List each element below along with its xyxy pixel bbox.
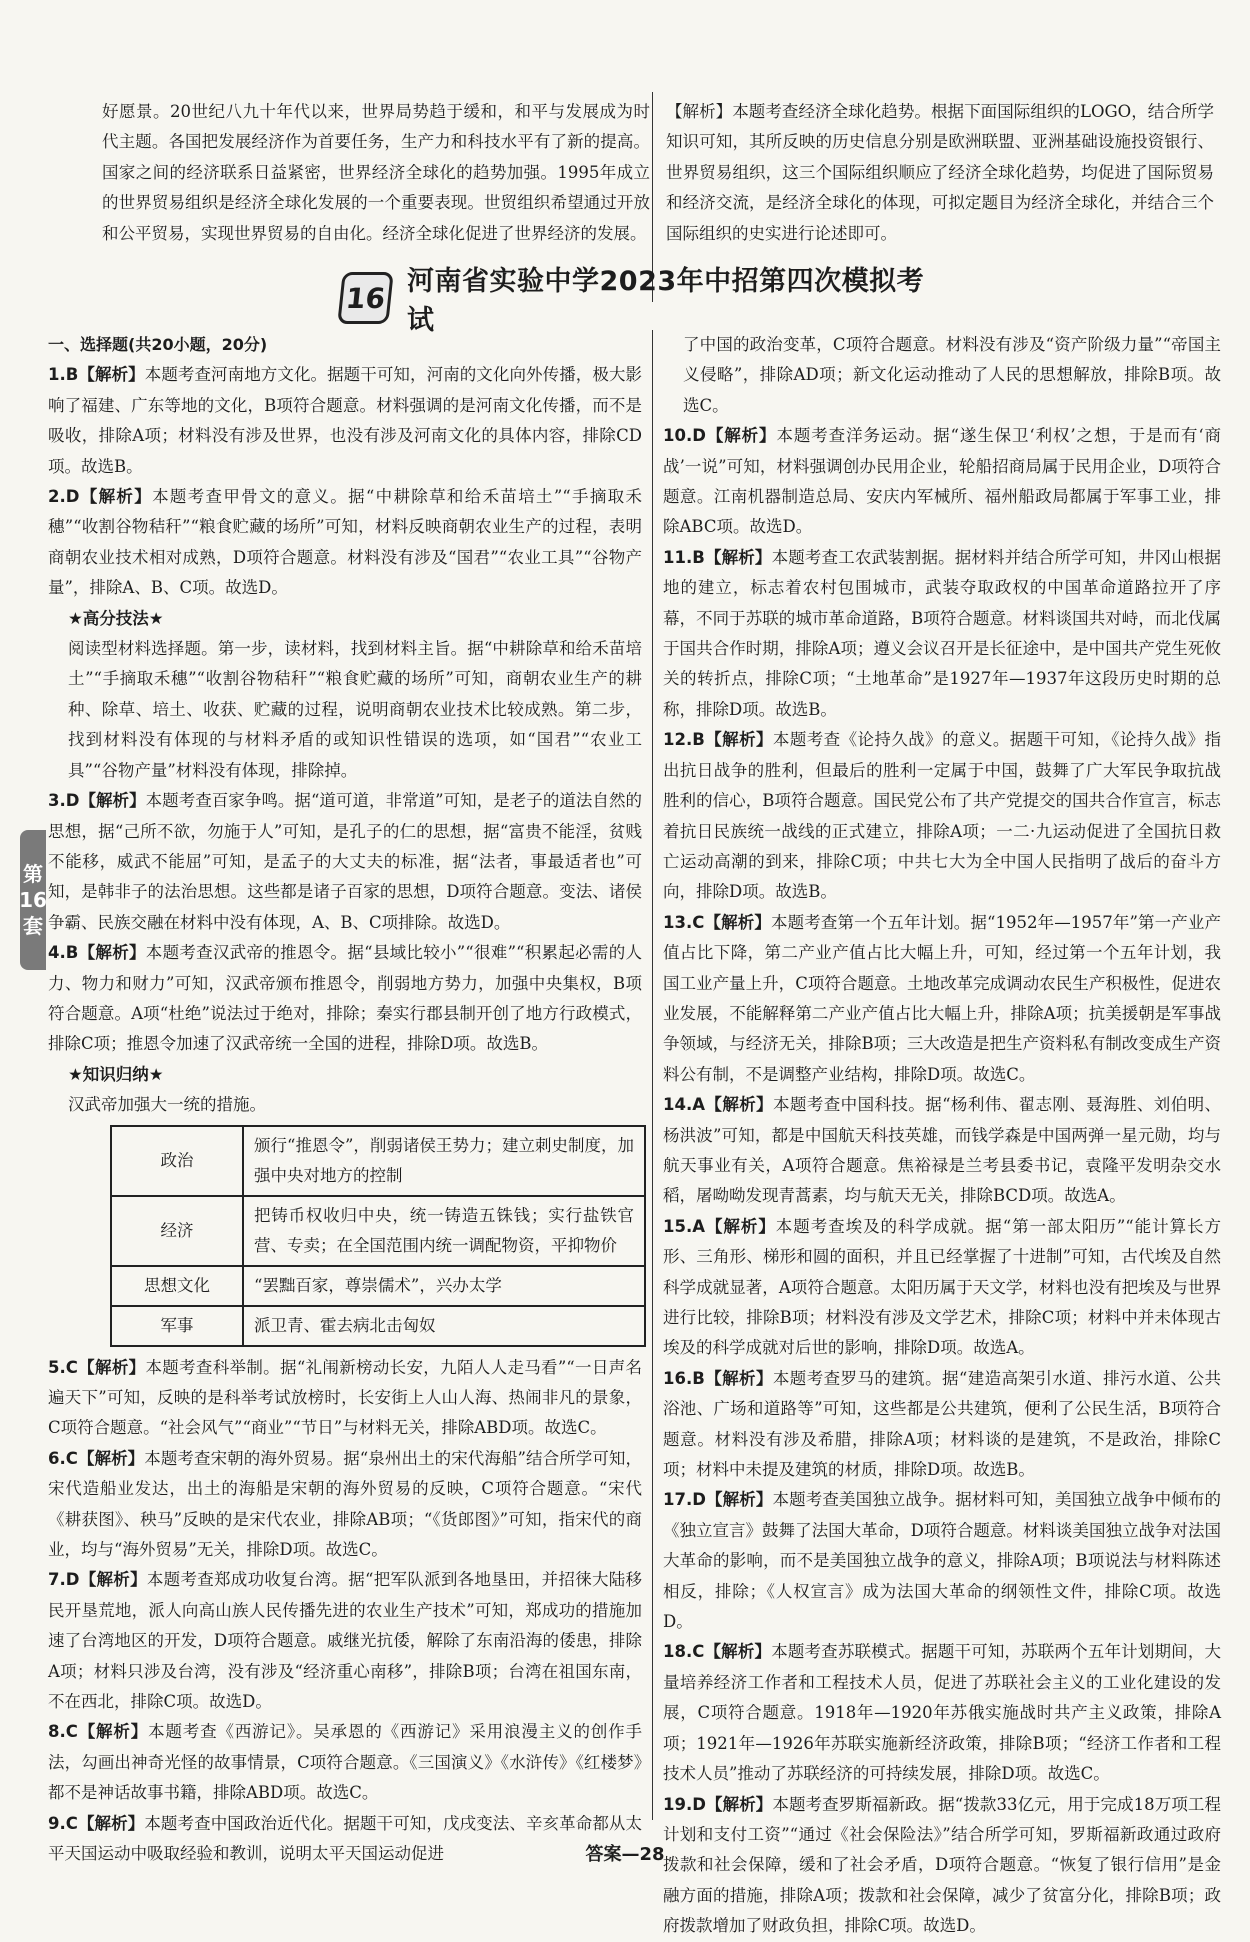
item-number: 5. — [48, 1357, 66, 1377]
item-text: 本题考查苏联模式。据题干可知，苏联两个五年计划期间，大量培养经济工作者和工程技术人员，促进了苏联社会主义的工业化建设的发展，C项符合题意。1918年—1920年苏俄实施战时共产主义政策，排除A项；1921年—1926年苏联实施新经济政策，排除B项；“经济工作者和工程技术人员”推动了苏联经济的可持续发展，排除D项。故选C。 — [663, 1642, 1222, 1784]
measures-row — [111, 1266, 645, 1306]
item-text: 本题考查《论持久战》的意义。据题干可知，《论持久战》指出抗日战争的胜利，但最后的胜利一定属于中国，鼓舞了广大军民争取抗战胜利的信心，B项符合题意。国民党公布了共产党提交的国共合作宣言，标志着抗日民族统一战线的正式建立，排除A项；一二·九运动促进了全国抗日救亡运动高潮的到来，排除C项；中共七大为全中国人民指明了战后的奋斗方向，排除D项。故选B。 — [663, 730, 1222, 902]
item-tag: 【解析】 — [705, 1794, 773, 1814]
item-tag: 【解析】 — [704, 730, 773, 750]
left-column — [48, 330, 642, 1869]
item-answer: A — [692, 1095, 706, 1115]
measure-category: 经济 — [111, 1196, 243, 1266]
item-text: 本题考查科举制。据“礼闱新榜动长安，九陌人人走马看”“一日声名遍天下”可知，反映的是科举考试放榜时，长安街上人山人海、热闹非凡的景象，C项符合题意。“社会风气”“商业”“节日”与材料无关，排除ABD项。故选C。 — [48, 1357, 642, 1438]
item-text: 本题考查中国政治近代化。据题干可知，戊戌变法、辛亥革命都从太平天国运动中吸取经验和教训，说明太平天国运动促进 — [48, 1813, 643, 1864]
item-tag: 【解析】 — [79, 1570, 147, 1590]
item-answer: C — [65, 1722, 78, 1742]
measure-detail: 派卫青、霍去病北击匈奴 — [243, 1306, 645, 1346]
knowledge-text: 汉武帝加强大一统的措施。 — [68, 1095, 266, 1115]
item-answer: B — [692, 730, 705, 750]
item-tag: 【解析】 — [78, 365, 145, 385]
item-tag: 【解析】 — [77, 1357, 146, 1377]
item-answer: D — [692, 426, 706, 446]
knowledge-title: ★知识归纳★ — [68, 1064, 164, 1084]
item-number: 11. — [663, 547, 693, 567]
measure-category: 思想文化 — [111, 1266, 243, 1306]
answer-item — [48, 1565, 642, 1717]
item-answer: D — [65, 791, 80, 811]
item-text: 本题考查甲骨文的意义。据“中耕除草和给禾苗培土”“手摘取禾穗”“收割谷物秸秆”“粮食贮藏的场所”可知，材料反映商朝农业生产的过程，表明商朝农业技术相对成熟，D项符合题意。材料没有涉及“国君”“农业工具”“谷物产量”，排除A、B、C项。故选D。 — [48, 487, 643, 598]
answer-item — [48, 1717, 642, 1808]
item-number: 18. — [663, 1642, 693, 1662]
item-number: 19. — [663, 1794, 693, 1814]
item-answer: D — [692, 1490, 706, 1510]
top-left-text: 好愿景。20世纪八九十年代以来，世界局势趋于缓和，和平与发展成为时代主题。各国把发展经济作为首要任务，生产力和科技水平有了新的提高。国家之间的经济联系日益紧密，世界经济全球化的趋势加强。1995年成立的世界贸易组织是经济全球化发展的一个重要表现。世贸组织希望通过开放和公平贸易，实现世界贸易的自由化。经济全球化促进了世界经济的发展。 — [102, 102, 650, 243]
exam-title: 河南省实验中学2023年中招第四次模拟考试 — [407, 266, 925, 336]
item-number: 4. — [48, 943, 66, 963]
item-number: 2. — [48, 487, 66, 507]
item-number: 14. — [663, 1095, 693, 1115]
item-number: 12. — [663, 730, 693, 750]
item-text: 本题考查郑成功收复台湾。据“把军队派到各地垦田，并招徕大陆移民开垦荒地，派人向高山族人民传播先进的农业生产技术”可知，郑成功的措施加速了台湾地区的开发，D项符合题意。戚继光抗倭，解除了东南沿海的倭患，排除A项；材料只涉及台湾，没有涉及“经济重心南移”，排除B项；台湾在祖国东南，不在西北，排除C项。故选D。 — [48, 1570, 643, 1712]
item-text: 本题考查第一个五年计划。据“1952年—1957年”第一产业产值占比下降，第二产业产值占比大幅上升，可知，经过第一个五年计划，我国工业产量上升，C项符合题意。土地改革完成调动农民生产积极性，促进农业发展，不能解释第二产业产值占比大幅上升，排除A项；抗美援朝是军事战争领域，与经济无关，排除B项；三大改造是把生产资料私有制改变成生产资料公有制，不是调整产业结构，排除D项。故选C。 — [663, 912, 1222, 1084]
measures-table — [110, 1125, 646, 1347]
item-answer: C — [65, 1813, 78, 1833]
tip-title: ★高分技法★ — [68, 608, 164, 628]
item-tag: 【解析】 — [704, 1642, 772, 1662]
answer-item — [663, 1485, 1221, 1637]
item-text: 本题考查百家争鸣。据“道可道，非常道”可知，是老子的道法自然的思想，据“己所不欲，勿施于人”可知，是孔子的仁的思想，据“富贵不能淫，贫贱不能移，威武不能屈”可知，是孟子的大丈夫的标准，据“法者，事最适者也”可知，是韩非子的法治思想。这些都是诸子百家的思想，D项符合题意。变法、诸侯争霸、民族交融在材料中没有体现，A、B、C项排除。故选D。 — [48, 791, 643, 932]
item-tag: 【解析】 — [705, 426, 777, 446]
section-header: 一、选择题(共20小题，20分) — [48, 335, 268, 354]
right-column — [663, 330, 1221, 1942]
item-number: 13. — [663, 912, 693, 932]
column-divider-main — [652, 330, 653, 1820]
answer-item — [663, 725, 1221, 907]
exam-number-badge: 16 — [337, 272, 393, 324]
answer-item — [663, 421, 1221, 543]
item-number: 15. — [663, 1216, 693, 1236]
answer-item — [48, 360, 642, 482]
answer-item — [48, 1353, 642, 1444]
answer-item — [48, 1444, 642, 1566]
item-text: 本题考查河南地方文化。据题干可知，河南的文化向外传播，极大影响了福建、广东等地的文化，B项符合题意。材料强调的是河南文化传播，而不是吸收，排除A项；材料没有涉及世界，也没有涉及河南文化的具体内容，排除CD项。故选B。 — [48, 365, 643, 476]
measure-detail: 把铸币权收归中央，统一铸造五铢钱；实行盐铁官营、专卖；在全国范围内统一调配物资，平抑物价 — [243, 1196, 645, 1266]
item-number: 9. — [48, 1813, 66, 1833]
item-tag: 【解析】 — [79, 487, 153, 507]
top-right-text: 【解析】本题考查经济全球化趋势。根据下面国际组织的LOGO，结合所学知识可知，其所反映的历史信息分别是欧洲联盟、亚洲基础设施投资银行、世界贸易组织，这三个国际组织顺应了经济全球化趋势，均促进了国际贸易和经济交流，是经济全球化的体现，可拟定题目为经济全球化，并结合三个国际组织的史实进行论述即可。 — [666, 102, 1214, 243]
continuation-text: 了中国的政治变革，C项符合题意。材料没有涉及“资产阶级力量”“帝国主义侵略”，排除AD项；新文化运动推动了人民的思想解放，排除B项。故选C。 — [683, 335, 1221, 415]
item-text: 本题考查中国科技。据“杨利伟、翟志刚、聂海胜、刘伯明、杨洪波”可知，都是中国航天科技英雄，而钱学森是中国两弹一星元勋，均与航天事业有关，A项符合题意。焦裕禄是兰考县委书记，袁隆平发明杂交水稻，屠呦呦发现青蒿素，均与航天无关，排除BCD项。故选A。 — [663, 1095, 1222, 1206]
item-tag: 【解析】 — [705, 1490, 773, 1510]
item-text: 本题考查汉武帝的推恩令。据“县域比较小”“很难”“积累起必需的人力、物力和财力”可知，汉武帝颁布推恩令，削弱地方势力，加强中央集权，B项符合题意。A项“杜绝”说法过于绝对，排除；秦实行郡县制开创了地方行政模式，排除C项；推恩令加速了汉武帝统一全国的进程，排除D项。故选B。 — [48, 943, 642, 1054]
item-number: 3. — [48, 791, 66, 811]
measure-detail: “罢黜百家，尊崇儒术”，兴办太学 — [243, 1266, 645, 1306]
tip-text: 阅读型材料选择题。第一步，读材料，找到材料主旨。据“中耕除草和给禾苗培土”“手摘取禾穗”“收割谷物秸秆”“粮食贮藏的场所”可知，商朝农业生产的耕种、除草、培土、收获、贮藏的过程，说明商朝农业技术比较成熟。第二步，找到材料没有体现的与材料矛盾的或知识性错误的选项，如“国君”“农业工具”“谷物产量”材料没有体现，排除掉。 — [68, 639, 642, 780]
item-number: 17. — [663, 1490, 693, 1510]
side-tab-char: 套 — [23, 914, 43, 938]
item-tag: 【解析】 — [79, 791, 146, 811]
item-text: 本题考查宋朝的海外贸易。据“泉州出土的宋代海船”结合所学可知，宋代造船业发达，出土的海船是宋朝的海外贸易的反映，C项符合题意。“宋代《耕获图》、秧马”反映的是宋代农业，排除AB项；“《货郎图》”可知，指宋代的商业，均与“海外贸易”无关，排除D项。故选C。 — [48, 1448, 643, 1559]
item-number: 16. — [663, 1368, 693, 1388]
side-tab-char: 第 — [23, 862, 43, 886]
item-answer: D — [65, 1570, 80, 1590]
item-text: 本题考查罗马的建筑。据“建造高架引水道、排污水道、公共浴池、广场和道路等”可知，这些都是公共建筑，便利了公民生活，B项符合题意。材料没有涉及希腊，排除A项；材料谈的是建筑，不是政治，排除C项；材料中未提及建筑的材质，排除D项。故选B。 — [663, 1368, 1222, 1480]
item-text: 本题考查美国独立战争。据材料可知，美国独立战争中倾布的《独立宣言》鼓舞了法国大革命，D项符合题意。材料谈美国独立战争对法国大革命的影响，而不是美国独立战争的意义，排除A项；B项说法与材料陈述相反，排除；《人权宣言》成为法国大革命的纲领性文件，排除C项。故选D。 — [663, 1490, 1222, 1632]
answer-item — [663, 908, 1221, 1090]
item-tag: 【解析】 — [704, 912, 771, 932]
measures-row — [111, 1126, 645, 1196]
item-tag: 【解析】 — [77, 1722, 149, 1742]
item-number: 7. — [48, 1570, 66, 1590]
answer-item — [663, 1637, 1221, 1789]
answer-item — [48, 938, 642, 1060]
set-side-tab — [20, 830, 46, 970]
measures-row — [111, 1196, 645, 1266]
item-tag: 【解析】 — [705, 1216, 776, 1236]
item-number: 1. — [48, 365, 66, 385]
page-footer: 答案—28 — [585, 1844, 665, 1865]
item-tag: 【解析】 — [77, 1448, 145, 1468]
item-text: 本题考查洋务运动。据“遂生保卫‘利权’之想，于是而有‘商战’一说”可知，材料强调创办民用企业，轮船招商局属于民用企业，D项符合题意。江南机器制造总局、安庆内军械所、福州船政局都属于军事工业，排除ABC项。故选D。 — [663, 426, 1221, 537]
item-tag: 【解析】 — [705, 1095, 774, 1115]
item-answer: C — [65, 1448, 78, 1468]
item-text: 本题考查埃及的科学成就。据“第一部太阳历”“能计算长方形、三角形、梯形和圆的面积，并且已经掌握了十进制”可知，古代埃及自然科学成就显著，A项符合题意。太阳历属于天文学，材料也没有把埃及与世界进行比较，排除B项；材料没有涉及文学艺术，排除C项；材料中并未体现古埃及的科学成就对后世的影响，排除D项。故选A。 — [663, 1216, 1221, 1358]
item-tag: 【解析】 — [704, 547, 772, 567]
measure-category: 军事 — [111, 1306, 243, 1346]
item-text: 本题考查工农武装割据。据材料并结合所学可知，井冈山根据地的建立，标志着农村包围城市，武装夺取政权的中国革命道路拉开了序幕，不同于苏联的城市革命道路，B项符合题意。材料谈国共对峙，而北伐属于国共合作时期，排除A项；遵义会议召开是长征途中，是中国共产党生死攸关的转折点，排除C项；“土地革命”是1927年—1937年这段历史时期的总称，排除D项。故选B。 — [663, 547, 1222, 719]
item-answer: B — [692, 1368, 705, 1388]
answer-item — [48, 482, 642, 604]
answer-item — [663, 543, 1221, 725]
item-tag: 【解析】 — [78, 943, 146, 963]
item-text: 本题考查罗斯福新政。据“拨款33亿元，用于完成18万项工程计划和支付工资”“通过《社会保险法》”结合所学可知，罗斯福新政通过政府拨款和社会保障，缓和了社会矛盾，D项符合题意。“恢复了银行信用”是金融方面的措施，排除A项；拨款和社会保障，减少了贫富分化，排除B项；政府拨款增加了财政负担，排除C项。故选D。 — [663, 1794, 1222, 1936]
item-tag: 【解析】 — [704, 1368, 773, 1388]
item-number: 10. — [663, 426, 693, 446]
answer-item — [663, 1212, 1221, 1364]
answer-item — [663, 1090, 1221, 1212]
item-answer: D — [692, 1794, 706, 1814]
item-answer: D — [65, 487, 80, 507]
side-tab-number: 16 — [19, 888, 47, 912]
item-tag: 【解析】 — [77, 1813, 145, 1833]
item-answer: C — [65, 1357, 78, 1377]
answer-item — [663, 1364, 1221, 1486]
answer-item — [48, 786, 642, 938]
measures-row — [111, 1306, 645, 1346]
item-answer: B — [692, 547, 705, 567]
item-number: 8. — [48, 1722, 66, 1742]
exam-title-bar — [340, 266, 940, 336]
item-answer: A — [692, 1216, 706, 1236]
item-answer: C — [692, 912, 705, 932]
item-number: 6. — [48, 1448, 66, 1468]
measure-detail: 颁行“推恩令”，削弱诸侯王势力；建立刺史制度，加强中央对地方的控制 — [243, 1126, 645, 1196]
item-answer: C — [692, 1642, 705, 1662]
measure-category: 政治 — [111, 1126, 243, 1196]
item-text: 本题考查《西游记》。吴承恩的《西游记》采用浪漫主义的创作手法，勾画出神奇光怪的故事情景，C项符合题意。《三国演义》《水浒传》《红楼梦》都不是神话故事书籍，排除ABD项。故选C。 — [48, 1722, 643, 1803]
item-answer: B — [65, 365, 79, 385]
item-answer: B — [65, 943, 79, 963]
